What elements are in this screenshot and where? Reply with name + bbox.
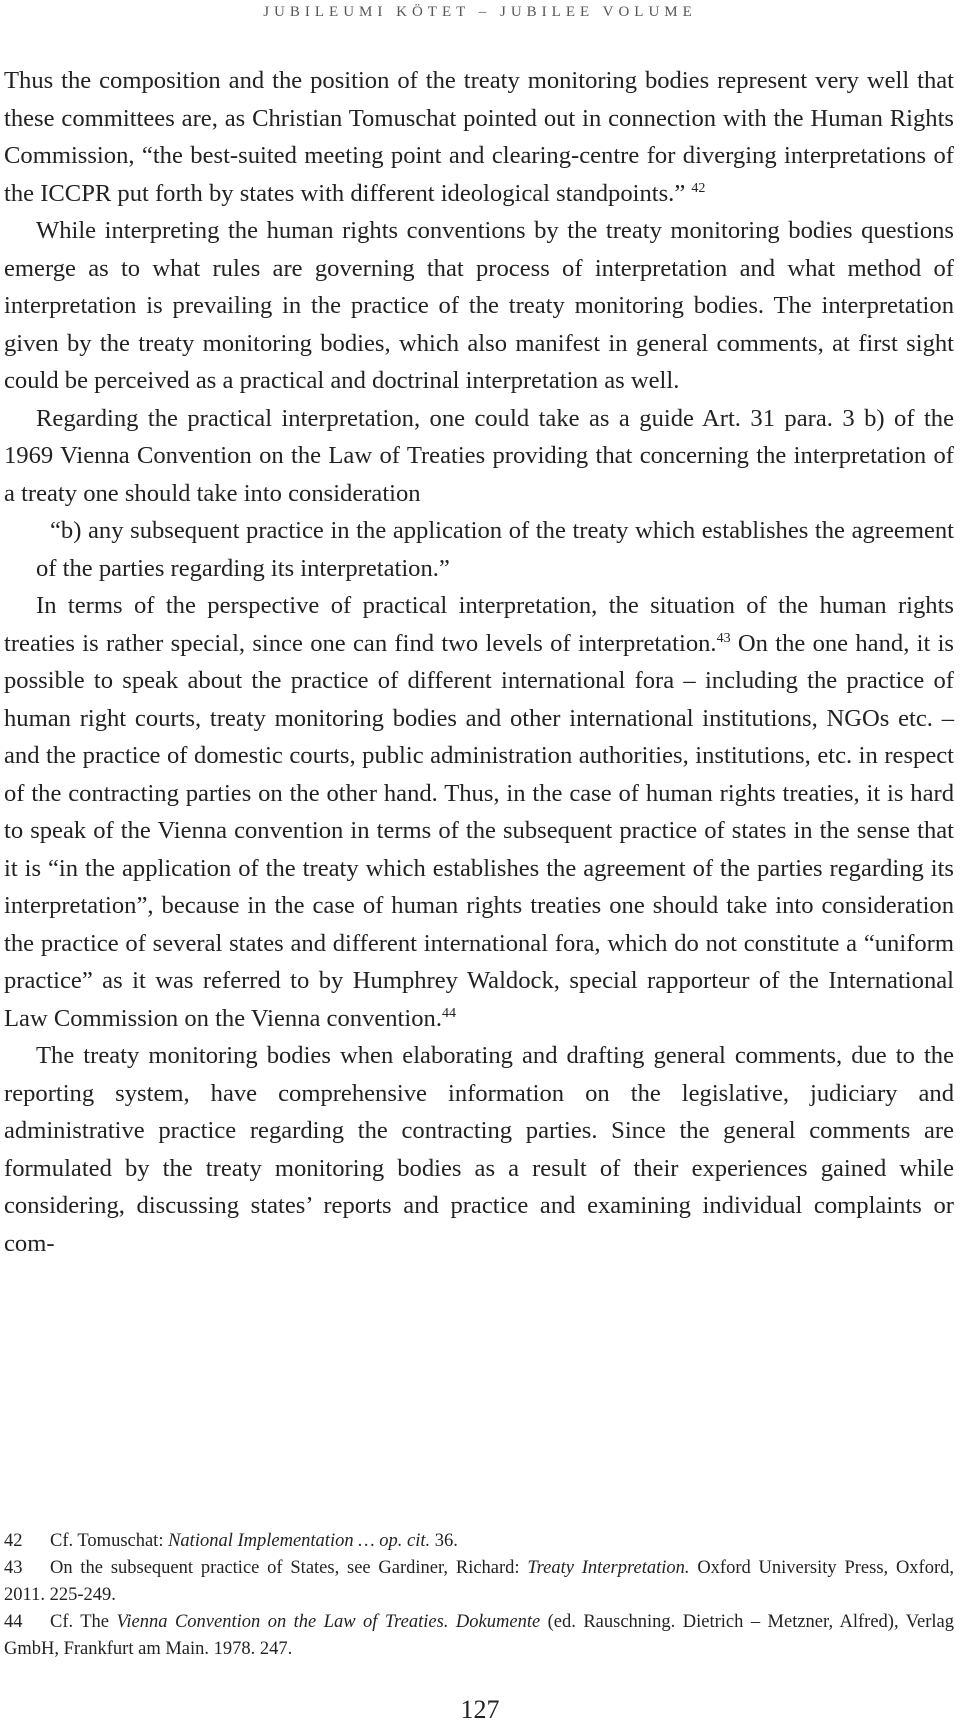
paragraph-text: On the one hand, it is possible to speak about the practice of different international fora – including the practice of human right courts, treaty monitoring bodies and other international institutions, NGOs etc. – and the practice of domestic courts, public administration authorities, institutions, etc. in respect of the contracting parties on the other hand. Thus, in the case of human rights treaties, it is hard to speak of the Vienna convention in terms of the subsequent practice of states in the sense that it is “in the application of the treaty which establishes the agreement of the parties regarding its interpretation”, because in the case of human rights treaties one should take into consideration the practice of several states and different international fora, which do not constitute a “uniform practice” as it was referred to by Humphrey Waldock, special rapporteur of the International Law Commission on the Vienna convention. (4, 629, 954, 1032)
footnote-ref-44: 44 (441, 1005, 456, 1021)
paragraph-text: In terms of the perspective of practical interpretation, the situation of the human rights treaties is rather special, since one can find two levels of interpretation. (4, 592, 954, 657)
paragraph-1 (4, 62, 954, 212)
footnote-43 (4, 1555, 954, 1609)
footnote-number: 44 (4, 1612, 23, 1632)
footnote-ref-42: 42 (691, 180, 706, 196)
body-text (4, 62, 954, 1262)
footnote-text: 36. (430, 1531, 458, 1551)
block-quote (4, 512, 954, 587)
footnote-italic: National Implementation … op. cit. (168, 1531, 431, 1551)
footnote-text: (ed. Rauschning. Dietrich – Metzner, Alfred), Verlag GmbH, Frankfurt am Main. 1978. 247. (4, 1612, 954, 1659)
footnote-number: 43 (4, 1558, 23, 1578)
paragraph-2 (4, 212, 954, 400)
paragraph-5 (4, 1037, 954, 1262)
quote-text: “b) any subsequent practice in the application of the treaty which establishes the agreement of the parties regarding its interpretation.” (36, 517, 954, 582)
footnote-ref-43: 43 (716, 630, 731, 646)
footnote-text: Cf. Tomuschat: (50, 1531, 169, 1551)
paragraph-4 (4, 587, 954, 1037)
footnote-text: Cf. The (50, 1612, 117, 1632)
footnote-42 (4, 1528, 954, 1555)
running-header: JUBILEUMI KÖTET – JUBILEE VOLUME (263, 4, 697, 20)
footnote-44 (4, 1609, 954, 1663)
page-number: 127 (460, 1695, 500, 1724)
footnote-text: Oxford University Press, Oxford, 2011. 225-249. (4, 1558, 955, 1605)
paragraph-text: The treaty monitoring bodies when elaborating and drafting general comments, due to the reporting system, have comprehensive information on the legislative, judiciary and administrative practice regarding the contracting parties. Since the general comments are formulated by the treaty monitoring bodies as a result of their experiences gained while considering, discussing states’ reports and practice and examining individual complaints or com- (4, 1042, 954, 1257)
paragraph-text: Thus the composition and the position of the treaty monitoring bodies represent very well that these committees are, as Christian Tomuschat pointed out in connection with the Human Rights Commission, “the best-suited meeting point and clearing-centre for diverging interpretations of the ICCPR put forth by states with different ideological standpoints.” (4, 67, 954, 207)
footnote-italic: Treaty Interpretation. (527, 1558, 690, 1578)
footnote-italic: Vienna Convention on the Law of Treaties. Dokumente (116, 1612, 541, 1632)
paragraph-3 (4, 400, 954, 513)
footnotes (4, 1528, 954, 1663)
paragraph-text: While interpreting the human rights conventions by the treaty monitoring bodies questions emerge as to what rules are governing that process of interpretation and what method of interpretation is prevailing in the practice of the treaty monitoring bodies. The interpretation given by the treaty monitoring bodies, which also manifest in general comments, at first sight could be perceived as a practical and doctrinal interpretation as well. (4, 217, 954, 394)
footnote-number: 42 (4, 1531, 23, 1551)
footnote-text: On the subsequent practice of States, see Gardiner, Richard: (50, 1558, 528, 1578)
paragraph-text: Regarding the practical interpretation, one could take as a guide Art. 31 para. 3 b) of the 1969 Vienna Convention on the Law of Treaties providing that concerning the interpretation of a treaty one should take into consideration (4, 404, 954, 507)
